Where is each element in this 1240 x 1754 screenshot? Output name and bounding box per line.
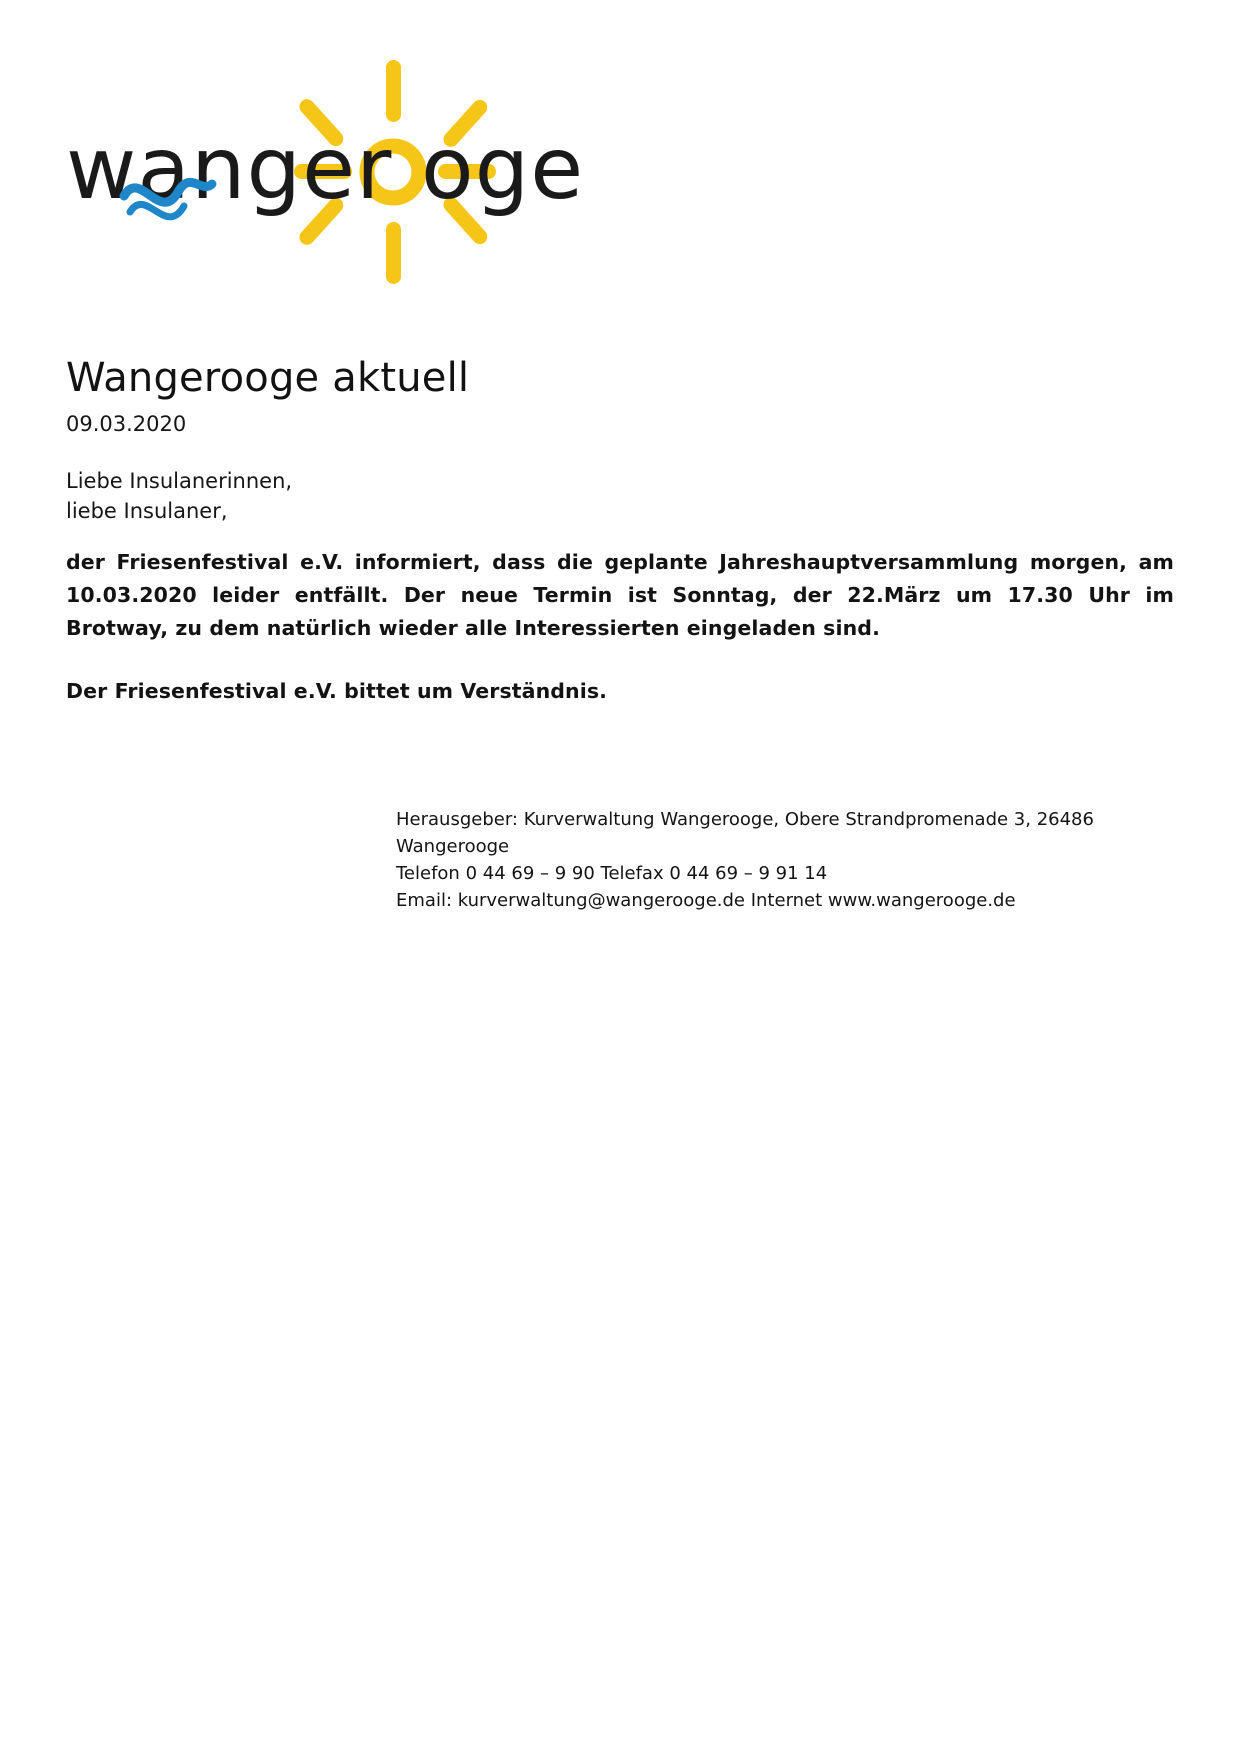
body-paragraph-1: der Friesenfestival e.V. informiert, dass die geplante Jahreshauptversammlung morgen, am 10.03.2020 leider entfällt. Der neue Termin ist Sonntag, der 22.März um 17.30 Uhr im Brotway, zu dem natürlich wieder alle Interessierten eingeladen sind. [66,550,1174,640]
page-title: Wangerooge aktuell [66,354,470,401]
imprint-block [396,806,1156,914]
salutation-line-2: liebe Insulaner, [66,499,228,523]
wangerooge-logo [66,46,626,296]
logo-wordmark: wanger [66,119,393,219]
document-date: 09.03.2020 [66,412,187,436]
body-paragraph-2: Der Friesenfestival e.V. bittet um Verständnis. [66,679,608,703]
logo-wordmark-tail: oge [421,119,585,219]
salutation-line-1: Liebe Insulanerinnen, [66,469,293,493]
imprint-contact: Email: kurverwaltung@wangerooge.de Internet www.wangerooge.de [396,890,1016,911]
imprint-phone: Telefon 0 44 69 – 9 90 Telefax 0 44 69 – 9 91 14 [396,863,828,884]
logo-svg [66,46,626,296]
document-body [66,546,1174,708]
imprint-publisher: Herausgeber: Kurverwaltung Wangerooge, Obere Strandpromenade 3, 26486 Wangerooge [396,809,1100,857]
salutation [66,466,292,526]
